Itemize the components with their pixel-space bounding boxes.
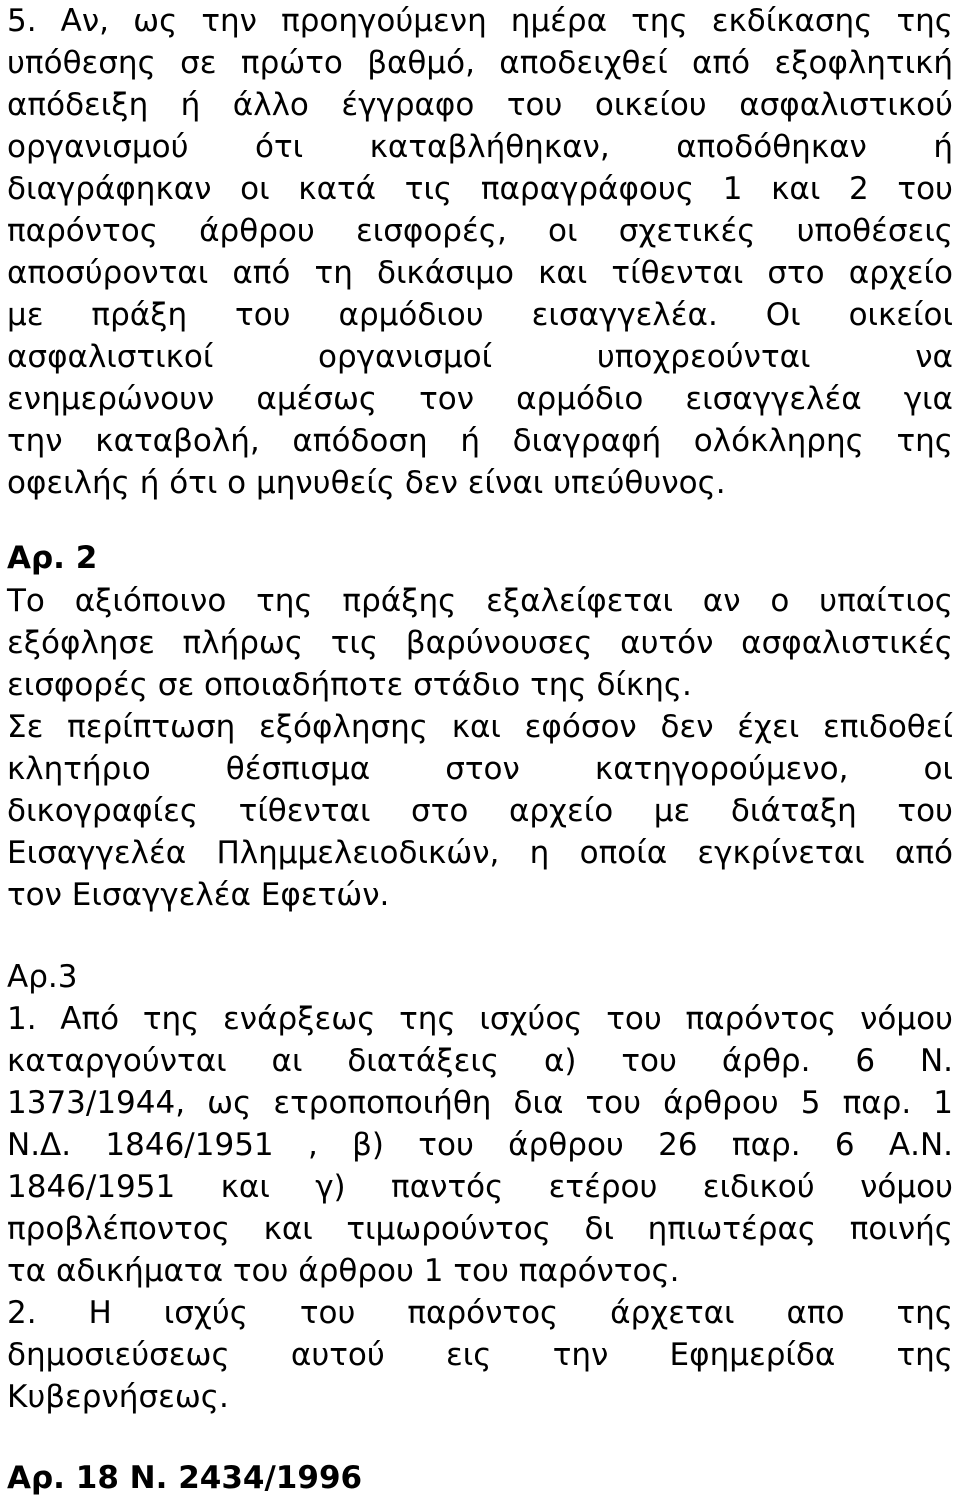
text-line: οφειλής ή ότι ο μηνυθείς δεν είναι υπεύθυνος. [7, 465, 726, 501]
article-heading: Αρ. 2 [7, 540, 98, 576]
text-line: Κυβερνήσεως. [7, 1379, 229, 1415]
text-line: 1373/1944, ως ετροποποιήθη δια του άρθρου 5 παρ. 1 [7, 1085, 953, 1121]
text-line: οργανισμού ότι καταβλήθηκαν, αποδόθηκαν ή [7, 129, 953, 165]
text-line: κλητήριο θέσπισμα στον κατηγορούμενο, οι [7, 751, 953, 787]
text-line: διαγράφηκαν οι κατά τις παραγράφους 1 και 2 του [7, 171, 953, 207]
text-line: απόδειξη ή άλλο έγγραφο του οικείου ασφαλιστικού [7, 87, 953, 123]
text-line: καταργούνται αι διατάξεις α) του άρθρ. 6 Ν. [7, 1043, 953, 1079]
text-line: με πράξη του αρμόδιου εισαγγελέα. Οι οικείοι [7, 297, 953, 333]
text-line: δικογραφίες τίθενται στο αρχείο με διάταξη του [7, 793, 953, 829]
article-heading: Αρ.3 [7, 959, 78, 995]
text-line: 5. Αν, ως την προηγούμενη ημέρα της εκδίκασης της [7, 3, 953, 39]
text-line: 1. Από της ενάρξεως της ισχύος του παρόντος νόμου [7, 1001, 953, 1037]
text-line: προβλέποντος και τιμωρούντος δι ηπιωτέρας ποινής [7, 1211, 953, 1247]
text-line: εισφορές σε οποιαδήποτε στάδιο της δίκης. [7, 667, 692, 703]
text-line: ασφαλιστικοί οργανισμοί υποχρεούνται να [7, 339, 953, 375]
text-line: ενημερώνουν αμέσως τον αρμόδιο εισαγγελέα για [7, 381, 953, 417]
text-line: 2. Η ισχύς του παρόντος άρχεται απο της [7, 1295, 953, 1331]
text-line: τα αδικήματα του άρθρου 1 του παρόντος. [7, 1253, 680, 1289]
text-line: την καταβολή, απόδοση ή διαγραφή ολόκληρης της [7, 423, 953, 459]
law-reference-heading: Αρ. 18 Ν. 2434/1996 [7, 1460, 363, 1496]
text-line: εξόφλησε πλήρως τις βαρύνουσες αυτόν ασφαλιστικές [7, 625, 953, 661]
text-line: δημοσιεύσεως αυτού εις την Εφημερίδα της [7, 1337, 953, 1373]
text-line: Σε περίπτωση εξόφλησης και εφόσον δεν έχει επιδοθεί [7, 709, 953, 745]
text-line: τον Εισαγγελέα Εφετών. [7, 877, 390, 913]
text-line: παρόντος άρθρου εισφορές, οι σχετικές υποθέσεις [7, 213, 953, 249]
text-line: Το αξιόποινο της πράξης εξαλείφεται αν ο υπαίτιος [7, 583, 953, 619]
text-line: Ν.Δ. 1846/1951 , β) του άρθρου 26 παρ. 6 Α.Ν. [7, 1127, 953, 1163]
text-line: 1846/1951 και γ) παντός ετέρου ειδικού νόμου [7, 1169, 953, 1205]
text-line: Εισαγγελέα Πλημμελειοδικών, η οποία εγκρίνεται από [7, 835, 953, 871]
text-line: αποσύρονται από τη δικάσιμο και τίθενται στο αρχείο [7, 255, 953, 291]
text-line: υπόθεσης σε πρώτο βαθμό, αποδειχθεί από εξοφλητική [7, 45, 953, 81]
